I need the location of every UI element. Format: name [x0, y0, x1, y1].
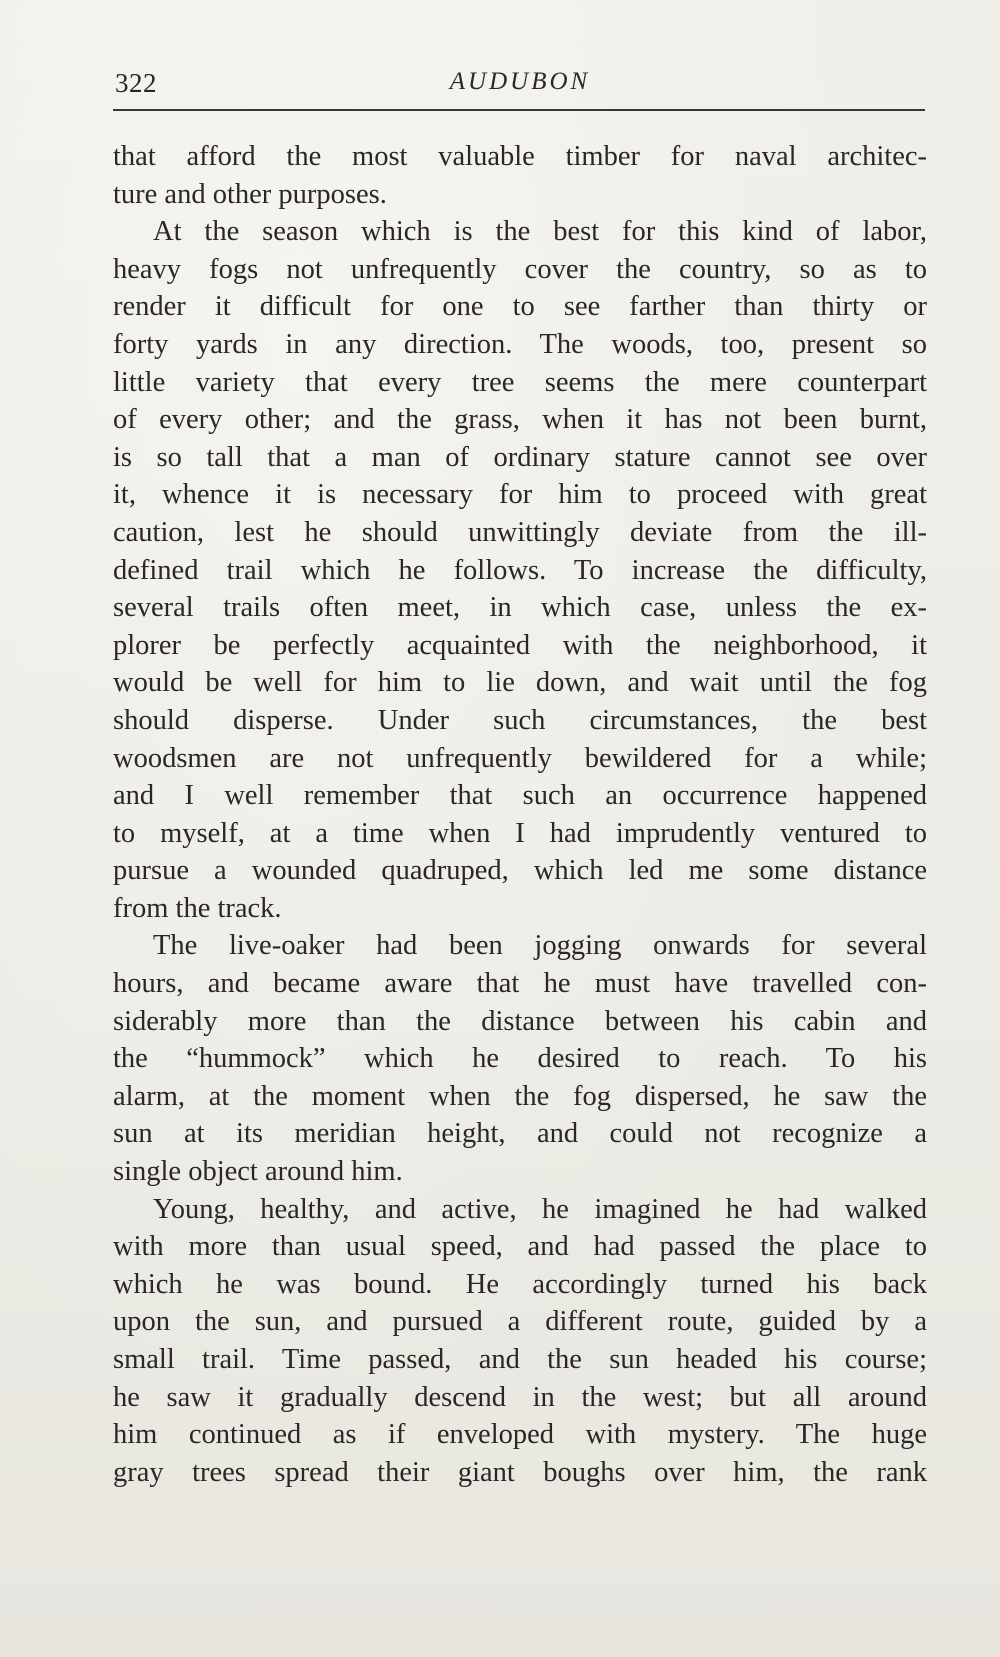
text-line: sun at its meridian height, and could not recognize a: [113, 1118, 927, 1150]
text-line: small trail. Time passed, and the sun headed his course;: [113, 1344, 927, 1375]
text-line: which he was bound. He accordingly turned his back: [113, 1268, 927, 1300]
text-line: heavy fogs not unfrequently cover the country, so as to: [113, 253, 927, 285]
text-line: alarm, at the moment when the fog dispersed, he saw the: [113, 1080, 927, 1112]
text-line: single object around him.: [113, 1156, 403, 1188]
text-line: he saw it gradually descend in the west; but all around: [113, 1381, 927, 1413]
text-line: that afford the most valuable timber for naval architec-: [113, 141, 927, 172]
text-line: of every other; and the grass, when it has not been burnt,: [113, 404, 927, 436]
text-line: siderably more than the distance between his cabin and: [113, 1005, 927, 1037]
paragraph: [113, 927, 927, 1190]
text-line: pursue a wounded quadruped, which led me some distance: [113, 855, 927, 887]
text-line: him continued as if enveloped with mystery. The huge: [113, 1419, 927, 1451]
body-text: [113, 138, 927, 1491]
running-head: AUDUBON: [449, 68, 591, 95]
page-header: [115, 62, 925, 102]
text-line: to myself, at a time when I had imprudently ventured to: [113, 817, 927, 849]
text-line: plorer be perfectly acquainted with the neighborhood, it: [113, 629, 927, 661]
text-line: gray trees spread their giant boughs over him, the rank: [113, 1456, 927, 1488]
text-line: hours, and became aware that he must have travelled con-: [113, 968, 927, 1000]
page-number: 322: [115, 68, 157, 98]
text-line: it, whence it is necessary for him to proceed with great: [113, 479, 927, 511]
text-line: should disperse. Under such circumstances, the best: [113, 704, 927, 736]
text-line: render it difficult for one to see farther than thirty or: [113, 291, 927, 323]
text-line: with more than usual speed, and had passed the place to: [113, 1231, 927, 1263]
text-line: forty yards in any direction. The woods, too, present so: [113, 328, 927, 360]
text-line: the “hummock” which he desired to reach. To his: [113, 1043, 927, 1075]
paragraph: [113, 138, 927, 213]
text-line: would be well for him to lie down, and wait until the fog: [113, 667, 927, 699]
text-line: is so tall that a man of ordinary stature cannot see over: [113, 441, 927, 473]
text-line: At the season which is the best for this kind of labor,: [153, 216, 927, 248]
text-line: and I well remember that such an occurrence happened: [113, 780, 927, 812]
text-line: upon the sun, and pursued a different route, guided by a: [113, 1306, 927, 1338]
paragraph: [113, 1191, 927, 1492]
text-line: ture and other purposes.: [113, 178, 387, 210]
text-line: defined trail which he follows. To increase the difficulty,: [113, 554, 927, 586]
header-rule: [113, 109, 925, 111]
text-line: caution, lest he should unwittingly deviate from the ill-: [113, 516, 927, 548]
text-line: woodsmen are not unfrequently bewildered for a while;: [113, 742, 927, 774]
text-line: from the track.: [113, 892, 282, 924]
text-line: little variety that every tree seems the mere counterpart: [113, 366, 927, 398]
paragraph: [113, 213, 927, 927]
text-line: several trails often meet, in which case, unless the ex-: [113, 592, 927, 624]
text-line: Young, healthy, and active, he imagined he had walked: [153, 1193, 927, 1225]
text-line: The live-oaker had been jogging onwards for several: [153, 930, 927, 962]
